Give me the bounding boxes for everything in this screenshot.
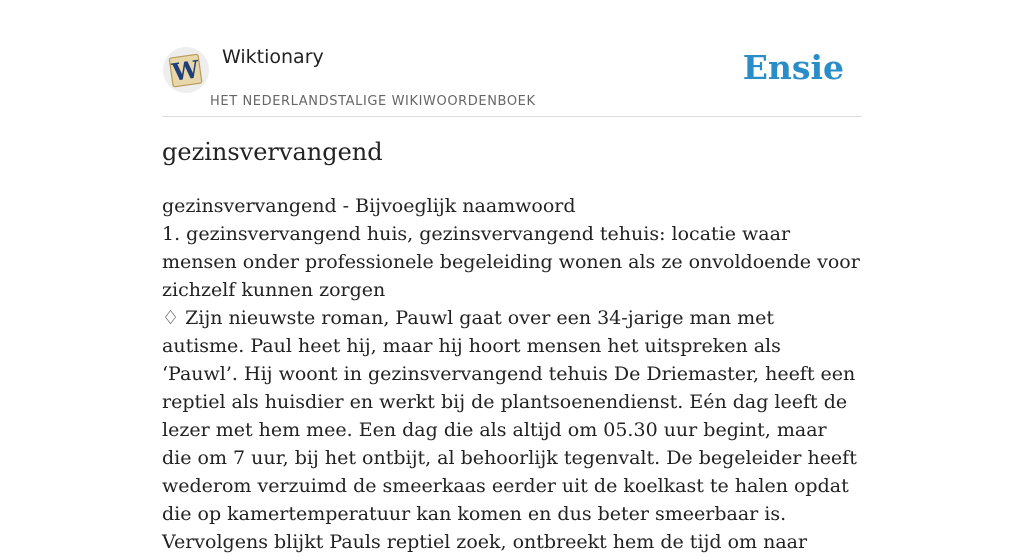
entry-content — [162, 192, 862, 556]
entry-title: gezinsvervangend — [162, 138, 383, 166]
wiktionary-w-tile-icon[interactable] — [162, 46, 210, 94]
site-name[interactable]: Wiktionary — [222, 46, 324, 68]
part-of-speech-line: gezinsvervangend - Bijvoeglijk naamwoord — [162, 195, 576, 217]
site-header — [162, 40, 862, 117]
svg-text:W: W — [170, 54, 201, 87]
definition-text: 1. gezinsvervangend huis, gezinsvervangend tehuis: locatie waar mensen onder professionele begeleiding wonen als ze onvoldoende voor zichzelf kunnen zorgen — [162, 223, 860, 301]
text-fade-overlay — [874, 412, 1024, 442]
site-tagline: HET NEDERLANDSTALIGE WIKIWOORDENBOEK — [210, 94, 536, 109]
example-text: ♢ Zijn nieuwste roman, Pauwl gaat over een 34-jarige man met autisme. Paul heet hij, maar hij hoort mensen het uitspreken als ‘Pauwl’. Hij woont in gezinsvervangend tehuis De Driemaster, heeft een reptiel als huisdier en werkt bij de plantsoenendienst. Eén dag leeft de lezer met hem mee. Een dag die als altijd om 05.30 uur begint, maar die om 7 uur, bij het ontbijt, al behoorlijk tegenvalt. De begeleider heeft wederom verzuimd de smeerkaas eerder uit de koelkast te halen opdat die op kamertemperatuur kan komen en dus beter smeerbaar is. Vervolgens blijkt Pauls reptiel zoek, ontbreekt hem de tijd om naar — [162, 307, 857, 553]
ensie-brand-link[interactable]: Ensie — [742, 48, 844, 87]
